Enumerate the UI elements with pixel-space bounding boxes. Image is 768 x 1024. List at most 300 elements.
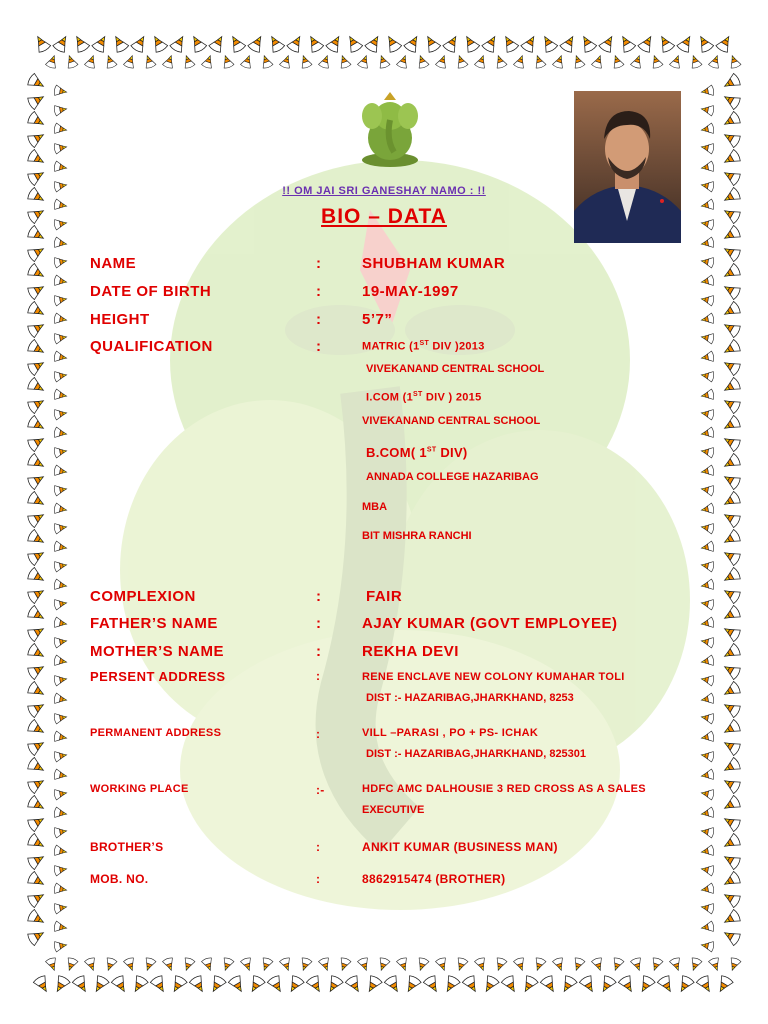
qualification-matric: MATRIC (1ST DIV )2013	[362, 340, 485, 353]
candy-corn-icon	[27, 775, 47, 794]
candy-corn-icon	[285, 975, 304, 995]
candy-corn-icon	[27, 377, 47, 396]
mobile-value: 8862915474 (BROTHER)	[362, 872, 506, 886]
candy-corn-icon	[27, 813, 47, 832]
candy-corn-icon	[721, 263, 741, 282]
candy-corn-icon	[279, 957, 293, 972]
candy-corn-icon	[123, 54, 137, 69]
candy-corn-icon	[27, 453, 47, 472]
candy-corn-icon	[54, 674, 68, 686]
candy-corn-icon	[493, 957, 507, 972]
candy-corn-icon	[715, 33, 734, 53]
candy-corn-icon	[318, 957, 332, 972]
candy-corn-icon	[54, 370, 68, 382]
candy-corn-icon	[520, 33, 539, 53]
candy-corn-icon	[27, 491, 47, 510]
candy-corn-icon	[306, 975, 325, 995]
candy-corn-icon	[54, 427, 68, 439]
candy-corn-icon	[54, 256, 68, 268]
qualification-icom: I.COM (1ST DIV ) 2015	[366, 391, 482, 404]
candy-corn-icon	[721, 813, 741, 832]
candy-corn-icon	[481, 33, 500, 53]
candy-corn-icon	[696, 975, 715, 995]
candy-corn-icon	[54, 541, 68, 553]
candy-corn-icon	[84, 54, 98, 69]
candy-corn-icon	[27, 73, 47, 92]
candy-corn-icon	[27, 757, 47, 776]
candy-corn-icon	[54, 579, 68, 591]
dob-value: 19-MAY-1997	[362, 283, 459, 300]
candy-corn-icon	[617, 33, 636, 53]
candy-corn-icon	[54, 522, 68, 534]
candy-corn-icon	[708, 54, 722, 69]
candy-corn-icon	[721, 73, 741, 92]
candy-corn-icon	[344, 33, 363, 53]
candy-corn-icon	[27, 871, 47, 890]
candy-corn-icon	[142, 957, 156, 972]
candy-corn-icon	[228, 975, 247, 995]
candy-corn-icon	[721, 643, 741, 662]
candy-corn-icon	[54, 807, 68, 819]
candy-corn-icon	[721, 585, 741, 604]
candy-corn-icon	[376, 957, 390, 972]
candy-corn-icon	[201, 54, 215, 69]
candy-corn-icon	[32, 33, 51, 53]
candy-corn-icon	[571, 54, 585, 69]
candy-corn-icon	[721, 111, 741, 130]
candy-corn-icon	[721, 567, 741, 586]
candy-corn-icon	[103, 957, 117, 972]
candy-corn-icon	[188, 33, 207, 53]
candy-corn-icon	[142, 54, 156, 69]
candy-corn-icon	[27, 529, 47, 548]
candy-corn-icon	[721, 927, 741, 946]
qualification-matric-school: VIVEKANAND CENTRAL SCHOOL	[366, 363, 545, 375]
candy-corn-icon	[201, 957, 215, 972]
qualification-bcom-school: ANNADA COLLEGE HAZARIBAG	[366, 471, 539, 483]
candy-corn-icon	[149, 33, 168, 53]
candy-corn-icon	[357, 957, 371, 972]
candy-corn-icon	[700, 104, 714, 116]
father-value: AJAY KUMAR (GOVT EMPLOYEE)	[362, 615, 618, 632]
permanent-address-line1: VILL –PARASI , PO + PS- ICHAK	[362, 727, 539, 739]
candy-corn-icon	[150, 975, 169, 995]
candy-corn-icon	[721, 471, 741, 490]
candy-corn-icon	[721, 775, 741, 794]
candy-corn-icon	[656, 33, 675, 53]
candy-corn-icon	[513, 54, 527, 69]
candy-corn-icon	[54, 788, 68, 800]
candy-corn-icon	[90, 975, 109, 995]
candy-corn-icon	[27, 795, 47, 814]
separator: :	[316, 669, 321, 683]
candy-corn-icon	[721, 529, 741, 548]
candy-corn-icon	[259, 54, 273, 69]
separator: :	[316, 727, 321, 741]
candy-corn-icon	[267, 975, 286, 995]
candy-corn-icon	[54, 617, 68, 629]
candy-corn-icon	[27, 737, 47, 756]
candy-corn-icon	[84, 957, 98, 972]
candy-corn-icon	[27, 339, 47, 358]
candy-corn-icon	[54, 389, 68, 401]
candy-corn-icon	[721, 491, 741, 510]
candy-corn-icon	[54, 712, 68, 724]
candy-corn-icon	[27, 111, 47, 130]
qualification-label: QUALIFICATION	[90, 338, 213, 355]
candy-corn-icon	[700, 85, 714, 97]
candy-corn-icon	[384, 975, 403, 995]
candy-corn-icon	[27, 889, 47, 908]
candy-corn-icon	[721, 605, 741, 624]
candy-corn-icon	[111, 975, 130, 995]
complexion-value: FAIR	[366, 588, 403, 605]
candy-corn-icon	[441, 975, 460, 995]
candy-corn-icon	[676, 33, 695, 53]
candy-corn-icon	[630, 957, 644, 972]
candy-corn-icon	[714, 975, 733, 995]
candy-corn-icon	[71, 33, 90, 53]
candy-corn-icon	[337, 54, 351, 69]
candy-corn-icon	[27, 927, 47, 946]
candy-corn-icon	[45, 957, 59, 972]
candy-corn-icon	[721, 909, 741, 928]
candy-corn-icon	[54, 142, 68, 154]
candy-corn-icon	[415, 54, 429, 69]
candy-corn-icon	[72, 975, 91, 995]
candy-corn-icon	[54, 655, 68, 667]
candy-corn-icon	[552, 54, 566, 69]
candy-corn-icon	[571, 957, 585, 972]
candy-corn-icon	[27, 319, 47, 338]
candy-corn-icon	[552, 957, 566, 972]
candy-corn-icon	[189, 975, 208, 995]
candy-corn-icon	[721, 433, 741, 452]
candy-corn-icon	[227, 33, 246, 53]
candy-corn-icon	[396, 957, 410, 972]
candy-corn-icon	[721, 91, 741, 110]
candy-corn-icon	[532, 54, 546, 69]
candy-corn-icon	[181, 957, 195, 972]
candy-corn-icon	[54, 750, 68, 762]
candy-corn-icon	[27, 129, 47, 148]
separator: :	[316, 338, 322, 355]
candy-corn-icon	[51, 975, 70, 995]
candy-corn-icon	[298, 54, 312, 69]
candy-corn-icon	[396, 54, 410, 69]
candy-corn-icon	[721, 243, 741, 262]
height-value: 5’7”	[362, 311, 393, 328]
candy-corn-icon	[363, 975, 382, 995]
candy-corn-icon	[208, 33, 227, 53]
candy-corn-icon	[27, 585, 47, 604]
candy-corn-icon	[54, 104, 68, 116]
candy-corn-icon	[54, 845, 68, 857]
candy-corn-icon	[54, 294, 68, 306]
candy-corn-icon	[45, 54, 59, 69]
candy-corn-icon	[721, 149, 741, 168]
candy-corn-icon	[54, 503, 68, 515]
candy-corn-icon	[649, 54, 663, 69]
candy-corn-icon	[27, 433, 47, 452]
candy-corn-icon	[27, 547, 47, 566]
candy-corn-icon	[54, 275, 68, 287]
candy-corn-icon	[721, 889, 741, 908]
candy-corn-icon	[54, 313, 68, 325]
candy-corn-icon	[454, 54, 468, 69]
candy-corn-icon	[27, 851, 47, 870]
candy-corn-icon	[337, 957, 351, 972]
father-label: FATHER’S NAME	[90, 615, 218, 632]
candy-corn-icon	[435, 957, 449, 972]
candy-corn-icon	[618, 975, 637, 995]
candy-corn-icon	[721, 737, 741, 756]
candy-corn-icon	[669, 957, 683, 972]
dob-label: DATE OF BIRTH	[90, 283, 212, 300]
candy-corn-icon	[480, 975, 499, 995]
mobile-label: MOB. NO.	[90, 872, 149, 886]
candy-corn-icon	[558, 975, 577, 995]
candy-corn-icon	[54, 161, 68, 173]
mother-value: REKHA DEVI	[362, 643, 459, 660]
separator: :	[316, 615, 322, 632]
candy-corn-icon	[721, 395, 741, 414]
invocation-text: !! OM JAI SRI GANESHAY NAMO : !!	[282, 185, 486, 197]
candy-corn-icon	[721, 699, 741, 718]
candy-corn-icon	[27, 623, 47, 642]
separator: :	[316, 588, 322, 605]
candy-corn-icon	[27, 699, 47, 718]
candy-corn-icon	[721, 453, 741, 472]
candy-corn-icon	[266, 33, 285, 53]
candy-corn-icon	[727, 957, 741, 972]
candy-corn-icon	[27, 149, 47, 168]
candy-corn-icon	[591, 54, 605, 69]
separator: :	[316, 311, 322, 328]
candy-corn-icon	[54, 769, 68, 781]
candy-corn-icon	[54, 85, 68, 97]
candy-corn-icon	[246, 975, 265, 995]
candy-corn-icon	[630, 54, 644, 69]
qualification-bcom: B.COM( 1ST DIV)	[366, 445, 468, 460]
candy-corn-icon	[657, 975, 676, 995]
candy-corn-icon	[474, 957, 488, 972]
candy-corn-icon	[240, 54, 254, 69]
candy-corn-icon	[27, 643, 47, 662]
candy-corn-icon	[27, 281, 47, 300]
candy-corn-icon	[721, 681, 741, 700]
candy-corn-icon	[539, 33, 558, 53]
candy-corn-icon	[721, 167, 741, 186]
candy-corn-icon	[383, 33, 402, 53]
candy-corn-icon	[721, 339, 741, 358]
candy-corn-icon	[345, 975, 364, 995]
candy-corn-icon	[54, 864, 68, 876]
candy-corn-icon	[597, 975, 616, 995]
candy-corn-icon	[721, 757, 741, 776]
candy-corn-icon	[64, 54, 78, 69]
separator: :-	[316, 783, 325, 797]
candy-corn-icon	[402, 975, 421, 995]
present-address-line2: DIST :- HAZARIBAG,JHARKHAND, 8253	[366, 692, 574, 704]
working-place-label: WORKING PLACE	[90, 783, 189, 795]
candy-corn-icon	[423, 975, 442, 995]
candy-corn-icon	[54, 465, 68, 477]
candy-corn-icon	[27, 395, 47, 414]
candy-corn-icon	[123, 957, 137, 972]
candy-corn-icon	[181, 54, 195, 69]
candy-corn-icon	[501, 975, 520, 995]
candy-corn-icon	[54, 484, 68, 496]
candy-corn-icon	[27, 167, 47, 186]
candy-corn-icon	[708, 957, 722, 972]
candy-corn-icon	[54, 351, 68, 363]
separator: :	[316, 872, 321, 886]
page-title: BIO – DATA	[321, 205, 447, 228]
candy-corn-icon	[259, 957, 273, 972]
candy-corn-icon	[721, 357, 741, 376]
candy-corn-icon	[54, 902, 68, 914]
candy-corn-icon	[54, 332, 68, 344]
candy-corn-icon	[279, 54, 293, 69]
candy-corn-icon	[129, 975, 148, 995]
candy-corn-icon	[54, 408, 68, 420]
candy-corn-icon	[669, 54, 683, 69]
candy-corn-icon	[325, 33, 344, 53]
candy-corn-icon	[721, 281, 741, 300]
candy-corn-icon	[462, 975, 481, 995]
height-label: HEIGHT	[90, 311, 150, 328]
candy-corn-icon	[54, 636, 68, 648]
candy-corn-icon	[54, 921, 68, 933]
candy-corn-icon	[27, 91, 47, 110]
qualification-mba-school: BIT MISHRA RANCHI	[362, 530, 472, 542]
candy-corn-icon	[33, 975, 52, 995]
candy-corn-icon	[688, 957, 702, 972]
candy-corn-icon	[513, 957, 527, 972]
candy-corn-icon	[721, 301, 741, 320]
candy-corn-icon	[54, 598, 68, 610]
separator: :	[316, 840, 321, 854]
working-place-line1: HDFC AMC DALHOUSIE 3 RED CROSS AS A SALES	[362, 783, 646, 795]
candy-corn-icon	[220, 54, 234, 69]
candy-corn-icon	[721, 547, 741, 566]
candy-corn-icon	[27, 681, 47, 700]
qualification-mba: MBA	[362, 501, 388, 513]
candy-corn-icon	[318, 54, 332, 69]
candy-corn-icon	[27, 301, 47, 320]
permanent-address-line2: DIST :- HAZARIBAG,JHARKHAND, 825301	[366, 748, 587, 760]
candy-corn-icon	[610, 54, 624, 69]
candy-corn-icon	[721, 851, 741, 870]
candy-corn-icon	[162, 54, 176, 69]
candy-corn-icon	[64, 957, 78, 972]
candy-corn-icon	[474, 54, 488, 69]
brothers-label: BROTHER’S	[90, 840, 164, 854]
candy-corn-icon	[27, 567, 47, 586]
candy-corn-icon	[27, 263, 47, 282]
brothers-value: ANKIT KUMAR (BUSINESS MAN)	[362, 840, 558, 854]
qualification-icom-school: VIVEKANAND CENTRAL SCHOOL	[362, 415, 541, 427]
candy-corn-icon	[298, 957, 312, 972]
candy-corn-icon	[435, 54, 449, 69]
candy-corn-icon	[422, 33, 441, 53]
ganesha-idol-image	[350, 90, 430, 170]
name-label: NAME	[90, 255, 137, 272]
candy-corn-icon	[493, 54, 507, 69]
candy-corn-icon	[110, 33, 129, 53]
candy-corn-icon	[103, 54, 117, 69]
candy-corn-icon	[579, 975, 598, 995]
candy-corn-icon	[721, 129, 741, 148]
candy-corn-icon	[721, 509, 741, 528]
candy-corn-icon	[54, 693, 68, 705]
candy-corn-icon	[675, 975, 694, 995]
candy-corn-icon	[727, 54, 741, 69]
candy-corn-icon	[357, 54, 371, 69]
candy-corn-icon	[636, 975, 655, 995]
candy-corn-icon	[721, 833, 741, 852]
candy-corn-icon	[532, 957, 546, 972]
candy-corn-icon	[442, 33, 461, 53]
candy-corn-icon	[247, 33, 266, 53]
mother-label: MOTHER’S NAME	[90, 643, 224, 660]
candy-corn-icon	[54, 446, 68, 458]
candy-corn-icon	[27, 909, 47, 928]
name-value: SHUBHAM KUMAR	[362, 255, 506, 272]
candy-corn-icon	[220, 957, 234, 972]
candy-corn-icon	[454, 957, 468, 972]
candy-corn-icon	[578, 33, 597, 53]
separator: :	[316, 283, 322, 300]
candy-corn-icon	[721, 623, 741, 642]
working-place-line2: EXECUTIVE	[362, 804, 425, 816]
candy-corn-icon	[721, 319, 741, 338]
candy-corn-icon	[721, 871, 741, 890]
candy-corn-icon	[27, 509, 47, 528]
candy-corn-icon	[305, 33, 324, 53]
candy-corn-icon	[721, 415, 741, 434]
candy-corn-icon	[52, 33, 71, 53]
candy-corn-icon	[91, 33, 110, 53]
complexion-label: COMPLEXION	[90, 588, 196, 605]
candy-corn-icon	[54, 940, 68, 952]
separator: :	[316, 255, 322, 272]
candy-corn-icon	[403, 33, 422, 53]
candy-corn-icon	[240, 957, 254, 972]
candy-corn-icon	[286, 33, 305, 53]
candy-corn-icon	[591, 957, 605, 972]
present-address-line1: RENE ENCLAVE NEW COLONY KUMAHAR TOLI	[362, 671, 625, 683]
candy-corn-icon	[721, 795, 741, 814]
candy-corn-icon	[169, 33, 188, 53]
candy-corn-icon	[598, 33, 617, 53]
candy-corn-icon	[207, 975, 226, 995]
candy-corn-icon	[610, 957, 624, 972]
candy-corn-icon	[54, 826, 68, 838]
candy-corn-icon	[376, 54, 390, 69]
candy-corn-icon	[500, 33, 519, 53]
candy-corn-icon	[27, 661, 47, 680]
candy-corn-icon	[461, 33, 480, 53]
candy-corn-icon	[54, 883, 68, 895]
separator: :	[316, 643, 322, 660]
present-address-label: PERSENT ADDRESS	[90, 669, 226, 684]
candy-corn-icon	[559, 33, 578, 53]
candy-corn-icon	[415, 957, 429, 972]
candy-corn-icon	[721, 719, 741, 738]
candy-corn-icon	[519, 975, 538, 995]
